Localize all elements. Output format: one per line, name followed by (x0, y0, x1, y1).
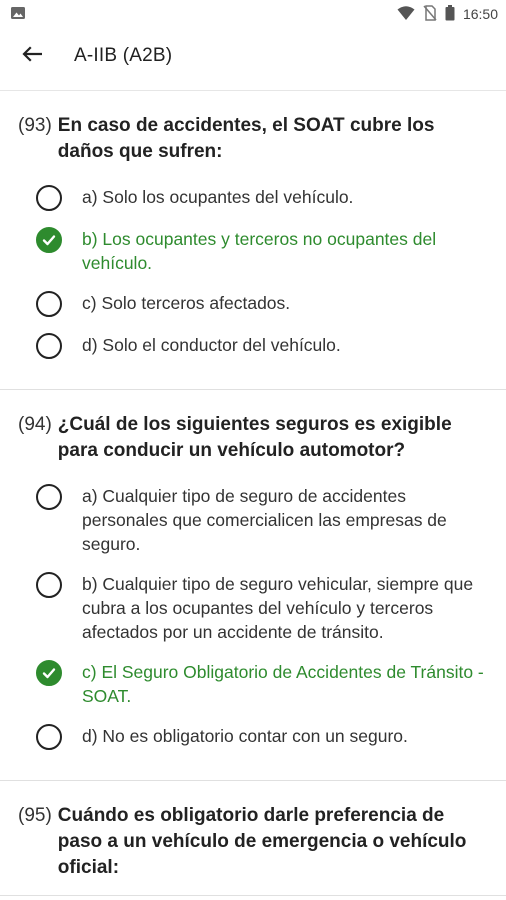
answer-option[interactable] (36, 724, 488, 750)
answer-option[interactable] (36, 291, 488, 317)
question-text: Cuándo es obligatorio darle preferencia de paso a un vehículo de emergencia o vehículo oficial: (57, 805, 467, 878)
check-circle-icon[interactable] (36, 660, 62, 686)
answer-options (18, 484, 488, 750)
answer-option[interactable] (36, 333, 488, 359)
question-header (18, 803, 488, 881)
no-sim-icon (423, 5, 437, 24)
question-list (0, 91, 506, 896)
answer-option[interactable] (36, 185, 488, 211)
wifi-icon (397, 5, 415, 24)
question-text: En caso de accidentes, el SOAT cubre los daños que sufren: (57, 115, 435, 162)
answer-option-text: a) Cualquier tipo de seguro de accidentes personales que comercialicen las empresas de seguro. (82, 486, 447, 554)
radio-button[interactable] (36, 484, 62, 510)
check-circle-icon[interactable] (36, 227, 62, 253)
question-card (0, 781, 506, 896)
answer-option[interactable] (36, 572, 488, 644)
question-card (0, 91, 506, 390)
answer-option-text: a) Solo los ocupantes del vehículo. (82, 187, 354, 207)
question-number: (94) (18, 414, 52, 435)
answer-option[interactable] (36, 484, 488, 556)
question-card (0, 390, 506, 781)
back-button[interactable] (16, 40, 48, 72)
answer-option-text: b) Los ocupantes y terceros no ocupantes del vehículo. (82, 229, 437, 273)
question-number: (95) (18, 805, 52, 826)
radio-button[interactable] (36, 724, 62, 750)
question-header (18, 113, 488, 165)
answer-option-text: d) Solo el conductor del vehículo. (82, 335, 341, 355)
answer-options (18, 185, 488, 359)
arrow-left-icon (22, 46, 42, 67)
answer-option[interactable] (36, 227, 488, 275)
question-header (18, 412, 488, 464)
battery-icon (445, 5, 455, 24)
radio-button[interactable] (36, 291, 62, 317)
radio-button[interactable] (36, 572, 62, 598)
question-text: ¿Cuál de los siguientes seguros es exigible para conducir un vehículo automotor? (57, 414, 452, 461)
page-title: A-IIB (A2B) (74, 45, 173, 66)
radio-button[interactable] (36, 185, 62, 211)
answer-option-text: c) Solo terceros afectados. (82, 293, 291, 313)
status-bar (0, 0, 506, 28)
radio-button[interactable] (36, 333, 62, 359)
answer-option-text: d) No es obligatorio contar con un seguro. (82, 726, 408, 746)
answer-option-text: c) El Seguro Obligatorio de Accidentes de Tránsito - SOAT. (82, 662, 484, 706)
image-icon (10, 5, 26, 24)
app-bar (0, 28, 506, 84)
status-time: 16:50 (462, 6, 498, 22)
answer-option-text: b) Cualquier tipo de seguro vehicular, siempre que cubra a los ocupantes del vehículo y terceros afectados por un accidente de tránsito. (82, 574, 474, 642)
answer-option[interactable] (36, 660, 488, 708)
question-number: (93) (18, 115, 52, 136)
